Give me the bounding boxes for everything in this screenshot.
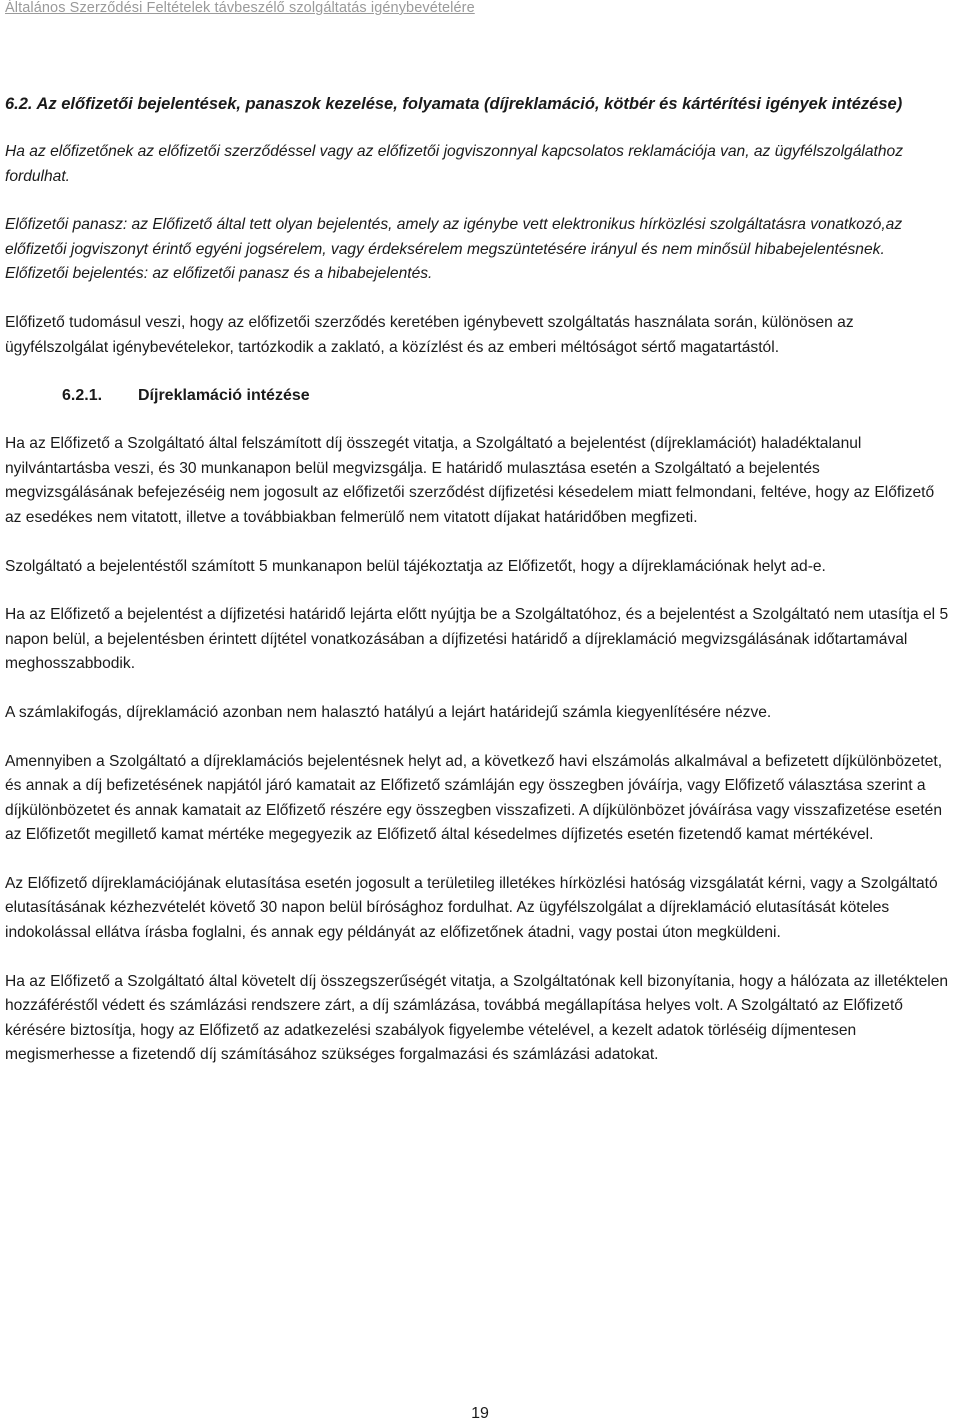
paragraph: Amennyiben a Szolgáltató a díjreklamációs bejelentésnek helyt ad, a következő havi elszámolás alkalmával a befizetett díjkülönbözetet, és annak a díj befizetésének napjától járó kamatait az Előfizető számláján egy összegben jóváírja, vagy Előfizető választása szerint a díjkülönbözetet és annak kamatait az Előfizető részére egy összegben visszafizeti. A díjkülönbözet jóváírása vagy visszafizetése esetén az Előfizetőt megillető kamat mértéke megegyezik az Előfizető által késedelmes díjfizetés esetén fizetendő kamat mértékével. (5, 752, 943, 844)
running-header: Általános Szerződési Feltételek távbeszélő szolgáltatás igénybevételére (5, 0, 475, 16)
report-definition: Előfizetői bejelentés: az előfizetői panasz és a hibabejelentés. (5, 265, 433, 283)
subsection-title: Díjreklamáció intézése (138, 387, 310, 405)
section-heading: 6.2. Az előfizetői bejelentések, panaszok kezelése, folyamata (díjreklamáció, kötbér és kártérítési igények intézése) (5, 95, 903, 113)
paragraph: Ha az Előfizető a bejelentést a díjfizetési határidő lejárta előtt nyújtja be a Szolgáltatóhoz, és a bejelentést a Szolgáltató nem utasítja el 5 napon belül, a bejelentésben érintett díjtétel vonatkozásában a díjfizetési határidő a díjreklamáció megvizsgálásának időtartamával meghosszabbodik. (5, 606, 949, 673)
subsection-number: 6.2.1. (62, 387, 103, 405)
conduct-paragraph: Előfizető tudomásul veszi, hogy az előfizetői szerződés keretében igénybevett szolgáltatás használata során, különösen az ügyfélszolgálat igénybevételekor, tartózkodik a zaklató, a közízlést és az emberi méltóságot sértő magatartástól. (5, 313, 854, 356)
subsection-heading (62, 384, 952, 408)
page-number: 19 (471, 1405, 489, 1422)
section-intro: Ha az előfizetőnek az előfizetői szerződéssel vagy az előfizetői jogviszonnyal kapcsolatos reklamációja van, az ügyfélszolgálathoz fordulhat. (5, 143, 903, 185)
paragraph: Szolgáltató a bejelentéstől számított 5 munkanapon belül tájékoztatja az Előfizetőt, hogy a díjreklamációnak helyt ad-e. (5, 557, 826, 575)
paragraph: A számlakifogás, díjreklamáció azonban nem halasztó hatályú a lejárt határidejű számla kiegyenlítésére nézve. (5, 703, 772, 721)
document-body (5, 92, 952, 1068)
paragraph: Az Előfizető díjreklamációjának elutasítása esetén jogosult a területileg illetékes hírközlési hatóság vizsgálatát kérni, vagy a Szolgáltató elutasításának kézhezvételét követő 30 napon belül bírósághoz fordulhat. Az ügyfélszolgálat a díjreklamáció elutasítását köteles indokolással ellátva írásba foglalni, és annak egy példányát az előfizetőnek átadni, vagy postai úton megküldeni. (5, 874, 938, 942)
complaint-definition: Előfizetői panasz: az Előfizető által tett olyan bejelentés, amely az igénybe vett elektronikus hírközlési szolgáltatásra vonatkozó,az előfizetői jogviszonyt érintő egyéni jogsérelem, vagy érdeksérelem megszüntetésére irányul és nem minősül hibabejelentésnek. (5, 216, 903, 258)
paragraph: Ha az Előfizető a Szolgáltató által követelt díj összegszerűségét vitatja, a Szolgáltatónak kell bizonyítania, hogy a hálózata az illetéktelen hozzáféréstől védett és számlázási rendszere zárt, a díj számlázása, továbbá megállapítása helyes volt. A Szolgáltató az Előfizető kérésére biztosítja, hogy az Előfizető az adatkezelési szabályok figyelembe vételével, a kezelt adatok törléséig díjmentesen megismerhesse a fizetendő díj számításához szükséges forgalmazási és számlázási adatokat. (5, 972, 949, 1064)
paragraph: Ha az Előfizető a Szolgáltató által felszámított díj összegét vitatja, a Szolgáltató a bejelentést (díjreklamációt) haladéktalanul nyilvántartásba veszi, és 30 munkanapon belül megvizsgálja. E határidő mulasztása esetén a Szolgáltató a bejelentés megvizsgálásának befejezéséig nem jogosult az előfizetői szerződést díjfizetési késedelem miatt felmondani, feltéve, hogy az Előfizető az esedékes nem vitatott, illetve a továbbiakban felmerülő nem vitatott díjakat határidőben megfizeti. (5, 435, 935, 526)
